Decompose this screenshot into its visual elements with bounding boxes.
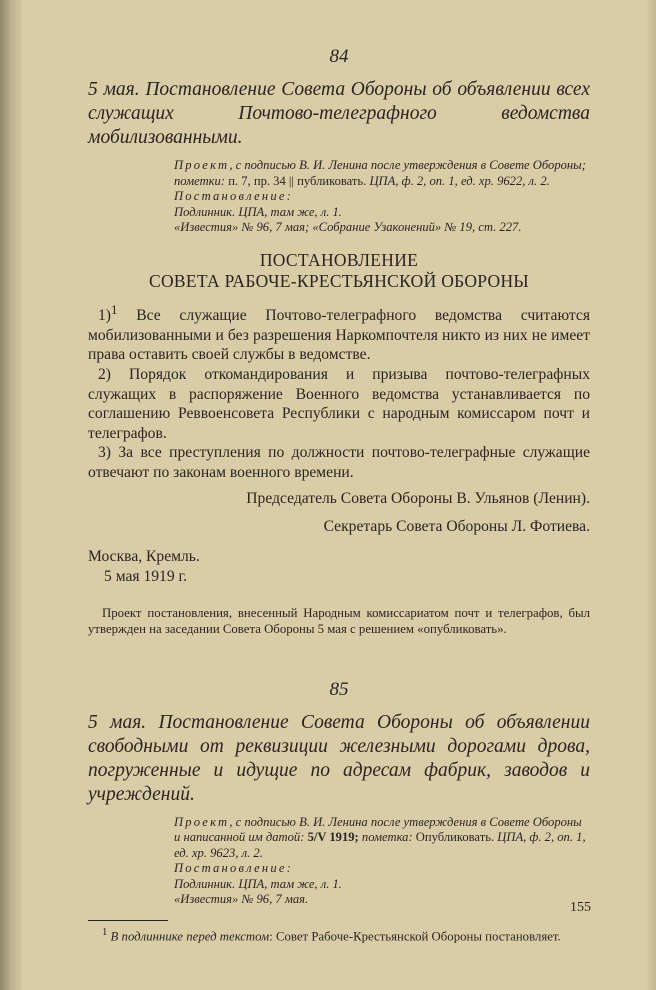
footnote bbox=[88, 925, 590, 944]
paragraph-1-number: 1) bbox=[98, 307, 111, 325]
footnote-ref: 1 bbox=[111, 301, 118, 317]
mark-label-85: пометка: bbox=[361, 830, 416, 845]
draft-archive-ref-85: ЦПА, ф. 2, оп. 1, ед. хр. 9623, л. 2. bbox=[174, 830, 586, 860]
place: Москва, Кремль. bbox=[88, 547, 200, 565]
footnote-divider bbox=[88, 920, 168, 921]
title-line-1: ПОСТАНОВЛЕНИЕ bbox=[259, 249, 419, 270]
resolution-title bbox=[88, 250, 590, 292]
paragraph-1-text: Все служащие Почтово-телеграфного ведомства считаются мобилизованными и без разрешения Наркомпочтеля никто из них не имеет права оставить своей службы в ведомстве. bbox=[88, 307, 590, 364]
mark-text-85: Опубликовать. bbox=[415, 830, 498, 845]
document-85-archival-note bbox=[174, 815, 590, 909]
document-number-85: 85 bbox=[329, 678, 349, 700]
secretary-signature: Секретарь Совета Обороны Л. Фотиева. bbox=[323, 517, 590, 535]
draft-info-85 bbox=[174, 815, 590, 862]
page-content bbox=[88, 42, 590, 944]
footnote-label: В подлиннике перед текстом bbox=[110, 929, 270, 944]
chairman-signature: Председатель Совета Обороны В. Ульянов (Ленин). bbox=[246, 489, 590, 507]
draft-desc: , с подписью В. И. Ленина после утверждения в Совете Обороны; пометки: bbox=[174, 158, 586, 188]
page-edge bbox=[646, 0, 656, 990]
draft-label: Проект bbox=[174, 158, 230, 172]
draft-archive-ref: ЦПА, ф. 2, оп. 1, ед. хр. 9622, л. 2. bbox=[369, 173, 550, 188]
draft-date-85: 5/V 1919; bbox=[307, 830, 362, 845]
draft-info bbox=[174, 158, 590, 189]
footnote-text: : Совет Рабоче-Крестьянской Обороны постановляет. bbox=[269, 929, 561, 944]
paragraph-2: 2) Порядок откомандирования и призыва почтово-телеграфных служащих в распоряжение Военного ведомства устанавливается по соглашению Реввоенсовета Республики с народным комиссаром почт и телеграфов. bbox=[88, 365, 590, 442]
page-number: 155 bbox=[570, 900, 591, 915]
place-and-date bbox=[88, 547, 590, 587]
publication-ref: «Известия» № 96, 7 мая; «Собрание Узаконений» № 19, ст. 227. bbox=[174, 220, 522, 235]
resolution-label-85: Постановление: bbox=[174, 861, 294, 876]
publication-ref-85: «Известия» № 96, 7 мая. bbox=[174, 892, 309, 907]
resolution-label: Постановление: bbox=[174, 189, 294, 204]
original-ref: Подлинник. ЦПА, там же, л. 1. bbox=[174, 204, 342, 219]
title-line-2: СОВЕТА РАБОЧЕ-КРЕСТЬЯНСКОЙ ОБОРОНЫ bbox=[149, 270, 529, 291]
paragraph-1 bbox=[88, 300, 590, 365]
paragraph-3: 3) За все преступления по должности почтово-телеграфные служащие отвечают по законам военного времени. bbox=[88, 444, 590, 481]
document-84-heading: 5 мая. Постановление Совета Обороны об объявлении всех служащих Почтово-телеграфного ведомства мобилизованными. bbox=[88, 79, 590, 148]
footnote-marker: 1 bbox=[102, 927, 108, 939]
document-85-heading: 5 мая. Постановление Совета Обороны об объявлении свободными от реквизиции железными дорогами дрова, погруженные и идущие по адресам фабрик, заводов и учреждений. bbox=[88, 711, 590, 805]
draft-label-85: Проект bbox=[174, 814, 230, 829]
book-gutter bbox=[0, 0, 22, 990]
document-84-archival-note bbox=[174, 158, 590, 236]
date: 5 мая 1919 г. bbox=[104, 567, 188, 585]
original-ref-85: Подлинник. ЦПА, там же, л. 1. bbox=[174, 876, 342, 891]
resolution-body bbox=[88, 300, 590, 483]
draft-marks: п. 7, пр. 34 || публиковать. bbox=[228, 173, 370, 188]
draft-desc-85: , с подписью В. И. Ленина после утверждения в Совете Обороны и написанной им датой: bbox=[174, 814, 582, 845]
editorial-note: Проект постановления, внесенный Народным комиссариатом почт и телеграфов, был утвержден на заседании Совета Обороны 5 мая с решением «опубликовать». bbox=[88, 605, 590, 636]
document-number-84: 84 bbox=[329, 46, 349, 67]
